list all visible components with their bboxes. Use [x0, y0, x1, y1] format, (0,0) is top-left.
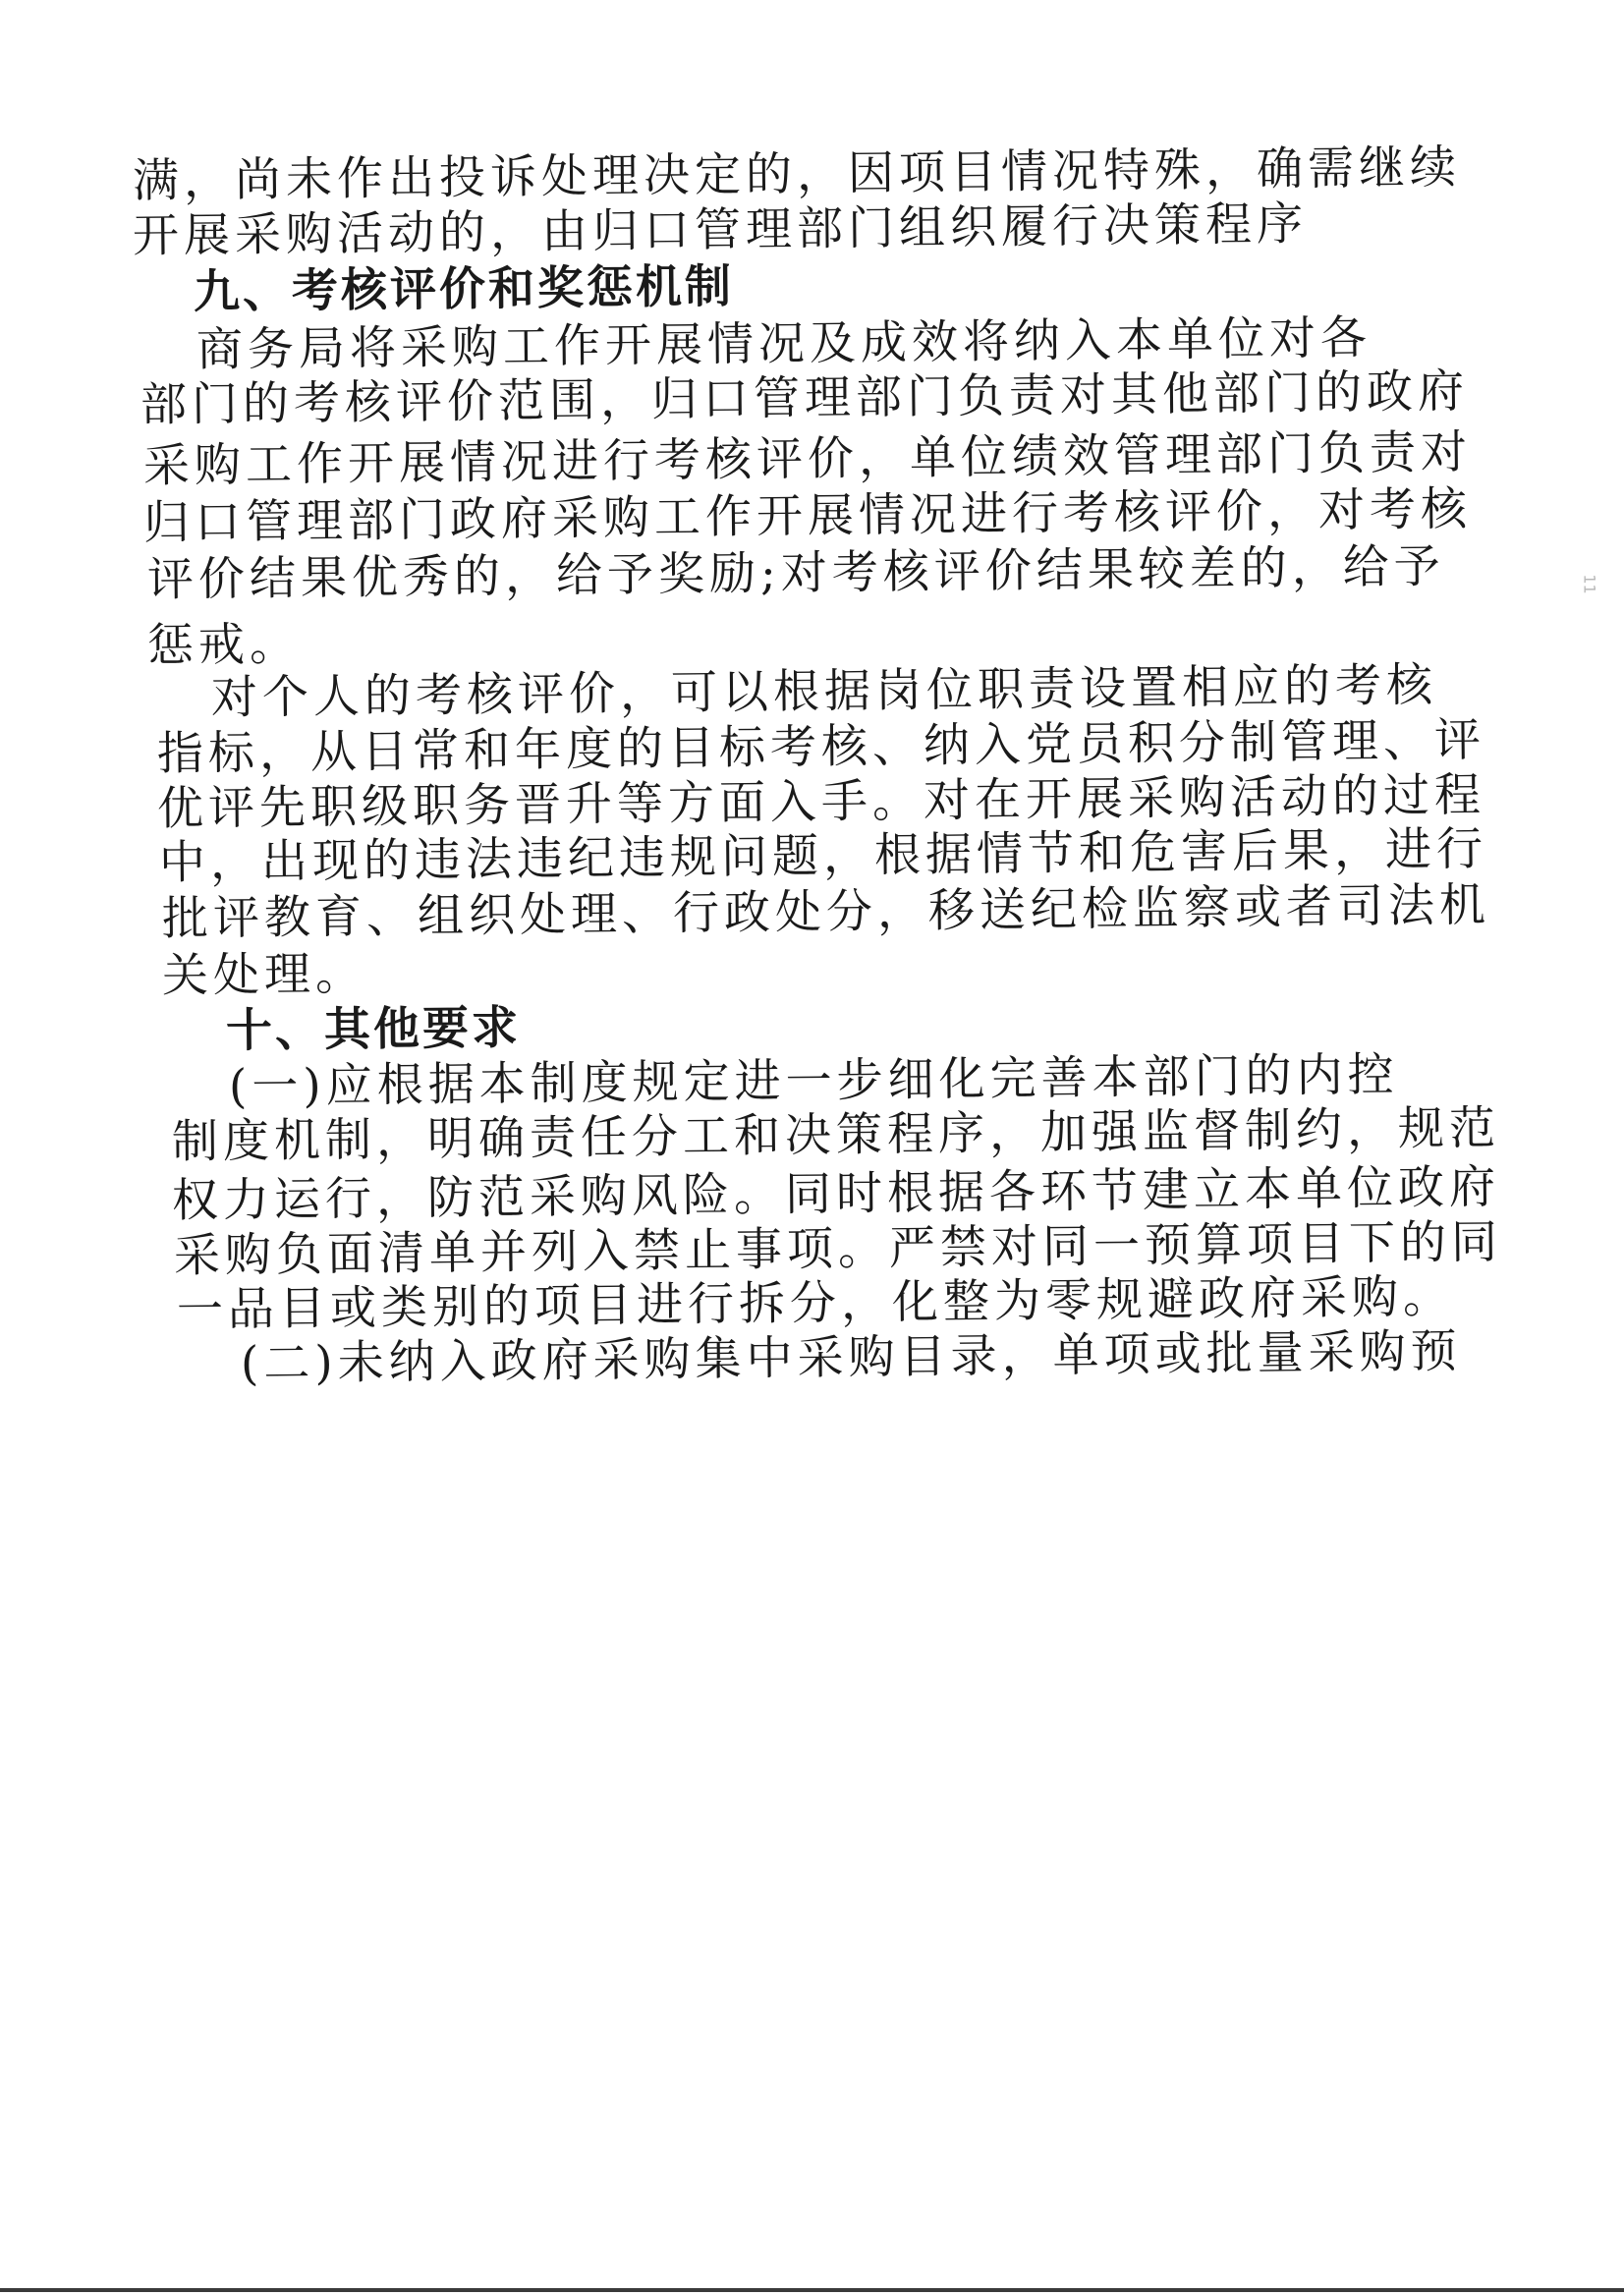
body-text-line: 指标，从日常和年度的目标考核、纳入党员积分制管理、评: [156, 712, 1486, 781]
body-text-line: 惩戒。: [146, 617, 302, 673]
body-text-line: 制度机制，明确责任分工和决策程序，加强监督制约，规范: [171, 1100, 1501, 1169]
body-text-line: 权力运行，防范采购风险。同时根据各环节建立本单位政府: [171, 1159, 1501, 1228]
body-text-line: 采购工作开展情况进行考核评价，单位绩效管理部门负责对: [142, 424, 1473, 493]
body-text-line: 评价结果优秀的，给予奖励;对考核评价结果较差的，给予: [146, 539, 1446, 607]
body-text-line: 优评先职级职务晋升等方面入手。对在开展采购活动的过程: [156, 767, 1486, 836]
body-text-line: 批评教育、组织处理、行政处分，移送纪检监察或者司法机: [161, 877, 1491, 946]
body-text-line: 中，出现的违法违纪违规问题，根据情节和危害后果，进行: [158, 821, 1488, 890]
section-heading: 十、其他要求: [225, 1000, 522, 1058]
body-text-line: (二)未纳入政府采购集中采购目录，单项或批量采购预: [240, 1323, 1462, 1391]
scan-edge: [0, 2288, 1624, 2292]
page-number-mark: 11: [1580, 574, 1599, 594]
body-text-line: 一品目或类别的项目进行拆分，化整为零规避政府采购。: [176, 1269, 1455, 1337]
body-text-line: 开展采购活动的，由归口管理部门组织履行决策程序: [132, 196, 1309, 263]
body-text-line: 关处理。: [161, 946, 367, 1003]
body-text-line: 采购负面清单并列入禁止事项。严禁对同一预算项目下的同: [173, 1214, 1503, 1283]
body-text-line: 满，尚未作出投诉处理决定的，因项目情况特殊，确需继续: [132, 140, 1462, 208]
section-heading: 九、考核评价和奖惩机制: [193, 259, 735, 319]
body-text-line: (一)应根据本制度规定进一步细化完善本部门的内控: [228, 1047, 1399, 1114]
body-text-line: 部门的考核评价范围，归口管理部门负责对其他部门的政府: [140, 364, 1470, 432]
body-text-line: 归口管理部门政府采购工作开展情况进行考核评价，对考核: [142, 481, 1473, 550]
body-text-line: 商务局将采购工作开展情况及成效将纳入本单位对各: [196, 310, 1372, 377]
body-text-line: 对个人的考核评价，可以根据岗位职责设置相应的考核: [210, 657, 1438, 725]
